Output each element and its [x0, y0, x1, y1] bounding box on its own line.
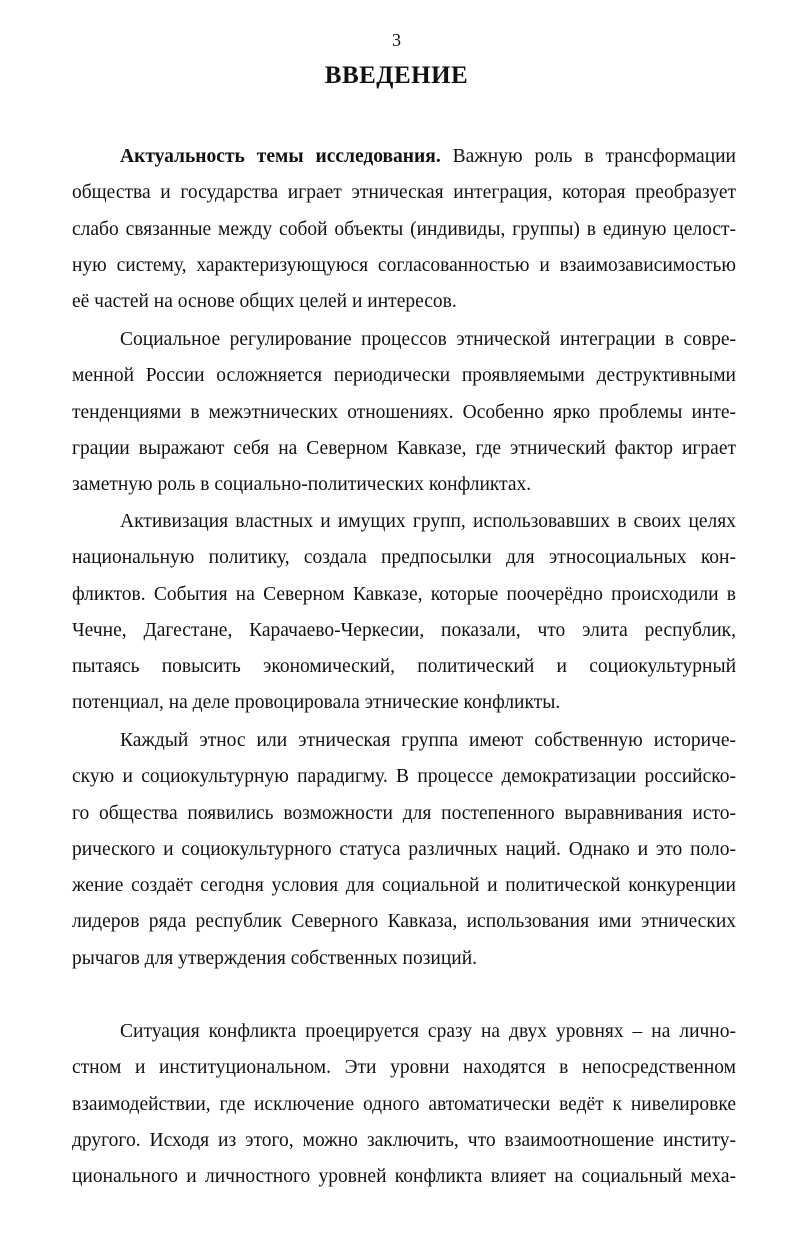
paragraph-line: фликтов. События на Северном Кавказе, которые поочерёдно происходили в — [72, 583, 736, 605]
paragraph-line: стном и институциональном. Эти уровни находятся в непосредственном — [72, 1057, 736, 1079]
paragraph-line: рического и социокультурного статуса различных наций. Однако и это поло- — [72, 838, 736, 860]
paragraph-line: Каждый этнос или этническая группа имеют собственную историче- — [120, 730, 736, 751]
paragraph-line: пытаясь повысить экономический, политический и социокультурный — [72, 656, 736, 678]
paragraph-relevance — [72, 139, 736, 320]
paragraph-line: Чечне, Дагестане, Карачаево-Черкесии, показали, что элита республик, — [72, 619, 736, 641]
paragraph-conflict-situation — [72, 1014, 736, 1195]
paragraph-line-text: Важную роль в трансформации — [440, 146, 736, 167]
paragraph-line: Активизация властных и имущих групп, использовавших в своих целях — [120, 511, 736, 532]
paragraph-line: потенциал, на деле провоцировала этнические конфликты. — [72, 692, 561, 714]
paragraph-line: Ситуация конфликта проецируется сразу на двух уровнях – на лично- — [120, 1021, 736, 1042]
paragraph-line: взаимодействии, где исключение одного автоматически ведёт к нивелировке — [72, 1093, 736, 1115]
paragraph-ethnos — [72, 723, 736, 977]
paragraph-line: другого. Исходя из этого, можно заключить, что взаимоотношение институ- — [72, 1129, 736, 1151]
paragraph-line: лидеров ряда республик Северного Кавказа, использования ими этнических — [72, 911, 736, 933]
page-number: 3 — [392, 30, 401, 50]
paragraph-line — [72, 139, 736, 175]
paragraph-line: грации выражают себя на Северном Кавказе, где этнический фактор играет — [72, 437, 736, 459]
paragraph-line: Социальное регулирование процессов этнической интеграции в совре- — [120, 329, 736, 350]
section-lead-heading: Актуальность темы исследования. — [120, 146, 441, 167]
page-title: ВВЕДЕНИЕ — [324, 62, 469, 89]
paragraph-line: слабо связанные между собой объекты (индивиды, группы) в единую целост- — [72, 218, 736, 240]
paragraph-line: скую и социокультурную парадигму. В процессе демократизации российско- — [72, 766, 736, 788]
paragraph-line: жение создаёт сегодня условия для социальной и политической конкуренции — [72, 875, 736, 897]
paragraph-line: её частей на основе общих целей и интересов. — [72, 291, 457, 313]
paragraph-line: ную систему, характеризующуюся согласованностью и взаимозависимостью — [72, 254, 736, 276]
paragraph-line: ционального и личностного уровней конфликта влияет на социальный меха- — [72, 1166, 736, 1188]
paragraph-line: национальную политику, создала предпосылки для этносоциальных кон- — [72, 547, 736, 569]
paragraph-line: общества и государства играет этническая интеграция, которая преобразует — [72, 182, 736, 204]
paragraph-regulation — [72, 322, 736, 503]
paragraph-line: заметную роль в социально-политических конфликтах. — [72, 474, 532, 496]
paragraph-line: тенденциями в межэтнических отношениях. Особенно ярко проблемы инте- — [72, 401, 736, 423]
paragraph-line: го общества появились возможности для постепенного выравнивания исто- — [72, 802, 736, 824]
paragraph-line: менной России осложняется периодически проявляемыми деструктивными — [72, 365, 736, 387]
paragraph-activation — [72, 504, 736, 722]
paragraph-line: рычагов для утверждения собственных позиций. — [72, 947, 478, 969]
